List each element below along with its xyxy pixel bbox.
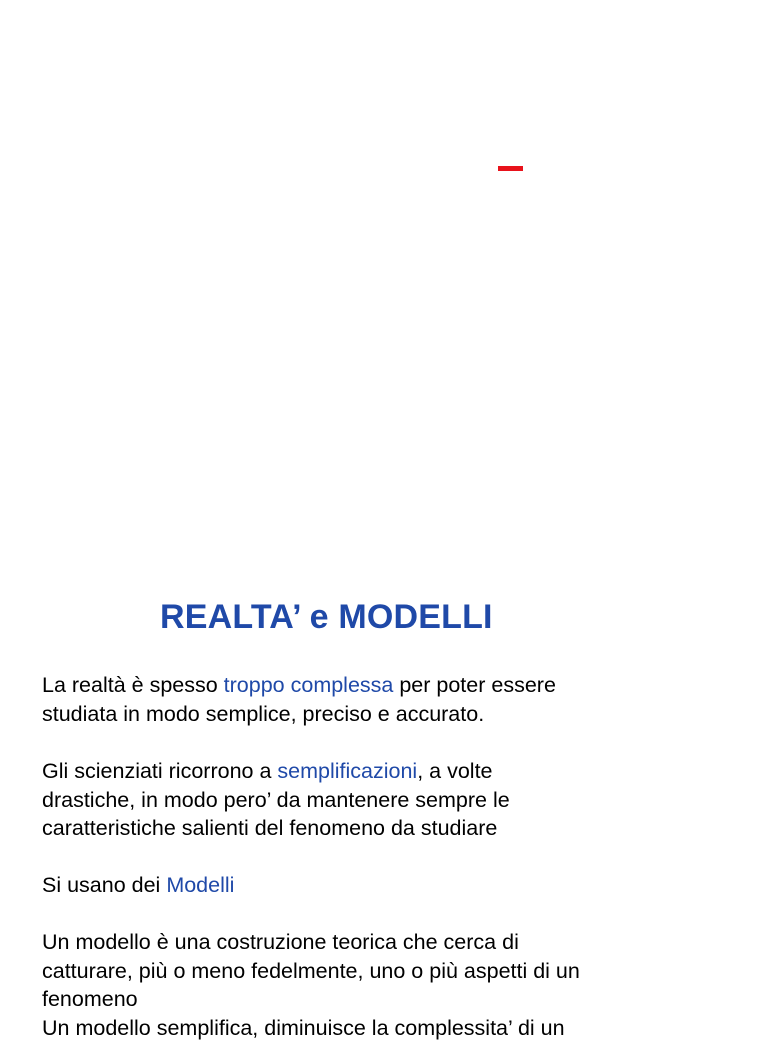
paragraph-line: catturare, più o meno fedelmente, uno o più aspetti di un: [42, 957, 742, 986]
text-run: per poter essere: [393, 673, 556, 697]
paragraph-complexity: [42, 671, 742, 728]
paragraph-line: caratteristiche salienti del fenomeno da studiare: [42, 814, 742, 843]
paragraph-line: studiata in modo semplice, preciso e accurato.: [42, 700, 742, 729]
paragraph-line: [42, 757, 742, 786]
paragraph-model-definition: [42, 928, 742, 1042]
paragraph-models: [42, 871, 742, 900]
text-run: Si usano dei: [42, 873, 166, 897]
highlight-text: semplificazioni: [277, 759, 417, 783]
paragraph-simplifications: [42, 757, 742, 843]
paragraph-line: Un modello è una costruzione teorica che cerca di: [42, 928, 742, 957]
highlight-text: troppo complessa: [224, 673, 394, 697]
text-run: Gli scienziati ricorrono a: [42, 759, 277, 783]
paragraph-line: drastiche, in modo pero’ da mantenere sempre le: [42, 786, 742, 815]
text-run: , a volte: [417, 759, 492, 783]
paragraph-line: [42, 671, 742, 700]
paragraph-line: [42, 871, 742, 900]
paragraph-line: fenomeno: [42, 985, 742, 1014]
red-dash-mark: [498, 166, 523, 171]
paragraph-line: Un modello semplifica, diminuisce la complessita’ di un: [42, 1014, 742, 1042]
highlight-text: Modelli: [166, 873, 234, 897]
text-run: La realtà è spesso: [42, 673, 224, 697]
page-title: REALTA’ e MODELLI: [160, 598, 493, 637]
